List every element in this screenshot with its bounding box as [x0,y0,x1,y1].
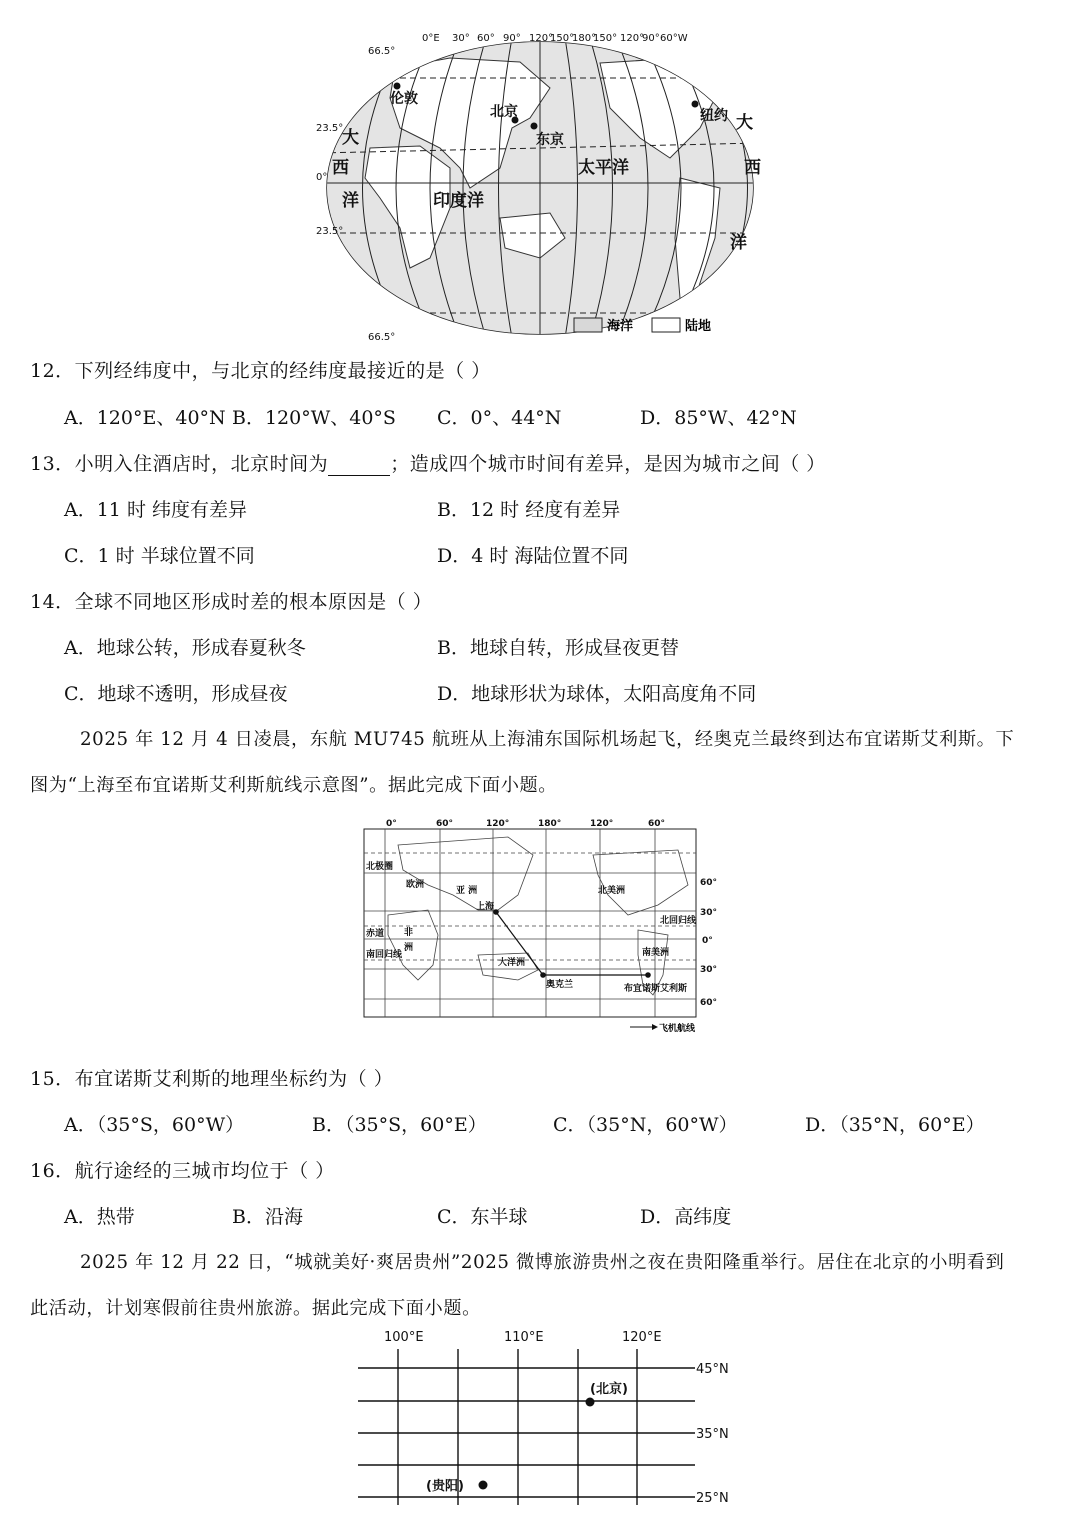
legend-ocean: 海洋 [607,319,634,334]
map2-lat-label: 30° [700,908,718,918]
q16-option-b[interactable]: B．沿海 [232,1206,303,1228]
q16-option-a[interactable]: A．热带 [64,1206,135,1228]
map1-lon-label: 60°W [660,33,688,44]
region-africa-2: 洲 [404,943,414,953]
region-south-america: 南美洲 [642,948,670,958]
label-equator: 赤道 [366,929,385,939]
map1-lon-label: 150° [593,33,618,44]
q13-option-c[interactable]: C．1 时 半球位置不同 [64,545,255,567]
ocean-atlantic-left: 洋 [342,191,359,211]
grid-lon-label: 110°E [504,1330,544,1345]
q12-option-a[interactable]: A．120°E、40°N [64,407,226,429]
q13-answer-blank[interactable] [328,457,390,476]
region-europe: 欧洲 [406,880,425,890]
ocean-atlantic-right: 大 [736,113,753,133]
intro-paragraph-1-line1: 2025 年 12 月 4 日凌晨，东航 MU745 航班从上海浦东国际机场起飞，经奥克兰最终到达布宜诺斯艾利斯。下 [80,729,1015,750]
q13-option-b[interactable]: B．12 时 经度有差异 [437,499,621,521]
map2-lon-label: 120° [486,819,510,829]
grid-lon-label: 100°E [384,1330,424,1345]
q14-stem: 14．全球不同地区形成时差的根本原因是（ ） [30,591,433,613]
map1-lon-label: 120° [620,33,645,44]
q14-option-c[interactable]: C．地球不透明，形成昼夜 [64,683,288,705]
label-tropic-capricorn: 南回归线 [366,950,403,960]
city-tokyo: 东京 [536,132,564,148]
q14-option-a[interactable]: A．地球公转，形成春夏秋冬 [64,637,306,659]
map2-legend [630,1022,696,1034]
map2-lon-label: 180° [538,819,562,829]
grid-lon-label: 120°E [622,1330,662,1345]
ocean-indian: 印度洋 [433,191,484,211]
q14-option-d[interactable]: D．地球形状为球体，太阳高度角不同 [437,683,757,705]
q15-option-a[interactable]: A．（35°S，60°W） [64,1114,245,1136]
q12-option-c[interactable]: C．0°、44°N [437,407,562,429]
q12-option-b[interactable]: B．120°W、40°S [232,407,396,429]
q13-stem-b: ；造成四个城市时间有差异，是因为城市之间（ ） [390,453,826,475]
q13-option-a[interactable]: A．11 时 纬度有差异 [64,499,247,521]
q15-option-d[interactable]: D．（35°N，60°E） [805,1114,985,1136]
map2-lon-label: 60° [648,819,666,829]
map2-lon-label: 0° [386,819,397,829]
intro-paragraph-1-line2: 图为“上海至布宜诺斯艾利斯航线示意图”。据此完成下面小题。 [30,775,558,796]
map1-lat-label: 23.5° [316,226,344,237]
grid-city-beijing: (北京) [590,1382,628,1397]
map2-lon-label: 120° [590,819,614,829]
map2-lat-label: 60° [700,878,718,888]
ocean-atlantic-right: 西 [744,158,761,178]
legend-flight-route: 飞机航线 [659,1024,696,1034]
q13-stem-a: 13．小明入住酒店时，北京时间为 [30,453,329,475]
map1-lon-label: 90° [503,33,521,44]
q15-option-c[interactable]: C．（35°N，60°W） [553,1114,738,1136]
map1-lon-label: 180° [572,33,597,44]
ocean-atlantic-left: 西 [332,158,349,178]
guiyang-marker [479,1481,488,1490]
q14-option-b[interactable]: B．地球自转，形成昼夜更替 [437,637,679,659]
intro-paragraph-2-line1: 2025 年 12 月 22 日，“城就美好·爽居贵州”2025 微博旅游贵州之夜在贵阳隆重举行。居住在北京的小明看到 [80,1252,1005,1273]
map1-lon-label: 0°E [422,33,440,44]
ocean-atlantic-right: 洋 [730,233,747,253]
q13-stem [30,449,826,476]
city-newyork: 纽约 [700,108,728,124]
map1-lat-label: 66.5° [368,332,396,340]
q16-option-d[interactable]: D．高纬度 [640,1206,732,1228]
map2-lon-label: 60° [436,819,454,829]
city-shanghai: 上海 [476,902,495,912]
world-time-map [300,28,780,340]
grid-lat-label: 45°N [696,1362,729,1377]
region-north-america: 北美洲 [598,886,626,896]
label-tropic-cancer: 北回归线 [660,916,697,926]
map1-lon-label: 60° [477,33,495,44]
map1-lon-label: 120° [529,33,554,44]
label-arctic-circle: 北极圈 [366,862,394,872]
map2-lat-label: 60° [700,998,718,1008]
map2-lat-label: 0° [702,936,713,946]
legend-land: 陆地 [685,319,712,334]
map1-lon-label: 150° [550,33,575,44]
map1-lon-label: 90° [642,33,660,44]
q12-stem: 12．下列经纬度中，与北京的经纬度最接近的是（ ） [30,360,491,382]
city-beijing: 北京 [490,104,518,120]
grid-city-guiyang: (贵阳) [426,1479,464,1494]
map1-lat-label: 0° [316,172,328,183]
map1-lon-label: 30° [452,33,470,44]
ocean-pacific: 太平洋 [578,158,629,178]
flight-route-map [358,815,722,1037]
ocean-atlantic-left: 大 [342,128,359,148]
q16-option-c[interactable]: C．东半球 [437,1206,528,1228]
q15-option-b[interactable]: B．（35°S，60°E） [312,1114,487,1136]
region-oceania: 大洋洲 [498,958,526,968]
city-buenos-aires: 布宜诺斯艾利斯 [624,984,688,994]
city-london: 伦敦 [390,91,418,107]
q15-stem: 15．布宜诺斯艾利斯的地理坐标约为（ ） [30,1068,394,1090]
q13-option-d[interactable]: D．4 时 海陆位置不同 [437,545,629,567]
city-auckland: 奥克兰 [546,980,574,990]
map1-lat-label: 23.5° [316,123,344,134]
beijing-marker [586,1398,595,1407]
map1-ocean-land [320,38,760,338]
grid-lat-label: 25°N [696,1491,729,1506]
region-africa-1: 非 [404,928,414,938]
intro-paragraph-2-line2: 此活动，计划寒假前往贵州旅游。据此完成下面小题。 [30,1298,481,1319]
map1-legend [574,318,711,334]
map1-lat-label: 66.5° [368,46,396,57]
lat-lon-grid [350,1325,750,1525]
grid-lat-label: 35°N [696,1427,729,1442]
q16-stem: 16．航行途经的三城市均位于（ ） [30,1160,335,1182]
map2-lat-label: 30° [700,965,718,975]
q12-option-d[interactable]: D．85°W、42°N [640,407,797,429]
region-asia: 亚 洲 [456,886,478,896]
